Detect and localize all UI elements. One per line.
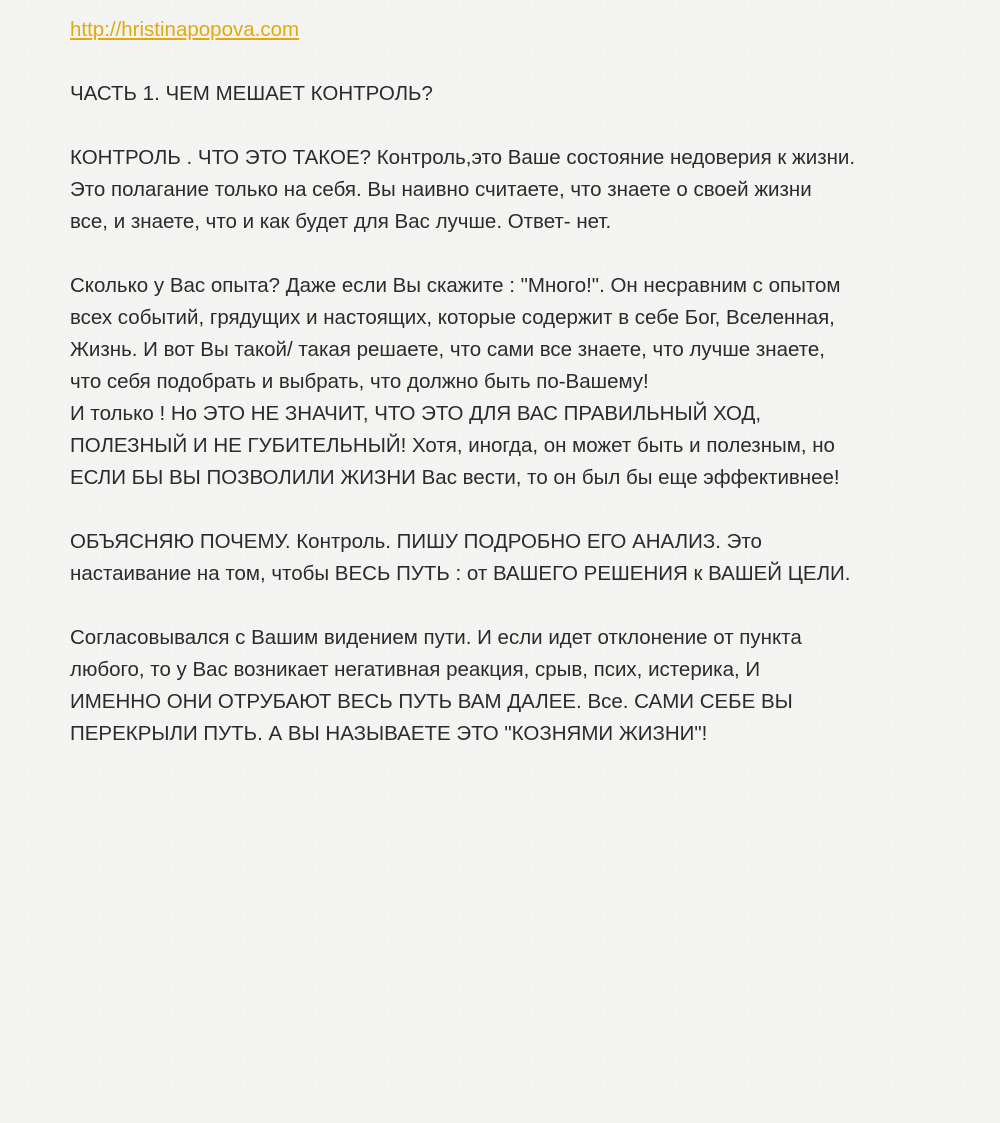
text-line: Сколько у Вас опыта? Даже если Вы скажите : "Много!". Он несравним с опытом (70, 274, 841, 297)
text-line: ИМЕННО ОНИ ОТРУБАЮТ ВЕСЬ ПУТЬ ВАМ ДАЛЕЕ. Все. САМИ СЕБЕ ВЫ (70, 690, 793, 713)
paragraph-conclusion (70, 622, 950, 750)
paragraph-explanation (70, 526, 950, 590)
note-heading: ЧАСТЬ 1. ЧЕМ МЕШАЕТ КОНТРОЛЬ? (70, 82, 433, 105)
text-line: что себя подобрать и выбрать, что должно быть по-Вашему! (70, 370, 649, 393)
text-line: Согласовывался с Вашим видением пути. И если идет отклонение от пункта (70, 626, 802, 649)
text-line: Это полагание только на себя. Вы наивно считаете, что знаете о своей жизни (70, 178, 812, 201)
text-line: ПЕРЕКРЫЛИ ПУТЬ. А ВЫ НАЗЫВАЕТЕ ЭТО "КОЗНЯМИ ЖИЗНИ"! (70, 722, 708, 745)
text-line: ЕСЛИ БЫ ВЫ ПОЗВОЛИЛИ ЖИЗНИ Вас вести, то он был бы еще эффективнее! (70, 466, 840, 489)
note-body[interactable] (70, 14, 950, 750)
text-line: И только ! Но ЭТО НЕ ЗНАЧИТ, ЧТО ЭТО ДЛЯ ВАС ПРАВИЛЬНЫЙ ХОД, (70, 402, 762, 425)
text-line: КОНТРОЛЬ . ЧТО ЭТО ТАКОЕ? Контроль,это Ваше состояние недоверия к жизни. (70, 146, 856, 169)
text-line: ПОЛЕЗНЫЙ И НЕ ГУБИТЕЛЬНЫЙ! Хотя, иногда, он может быть и полезным, но (70, 434, 835, 457)
text-line: ОБЪЯСНЯЮ ПОЧЕМУ. Контроль. ПИШУ ПОДРОБНО ЕГО АНАЛИЗ. Это (70, 530, 762, 553)
paragraph-control-definition (70, 142, 950, 238)
paragraph-experience (70, 270, 950, 494)
blank-line (70, 110, 950, 142)
text-line: настаивание на том, чтобы ВЕСЬ ПУТЬ : от ВАШЕГО РЕШЕНИЯ к ВАШЕЙ ЦЕЛИ. (70, 562, 851, 585)
text-line: Жизнь. И вот Вы такой/ такая решаете, что сами все знаете, что лучше знаете, (70, 338, 825, 361)
text-line: любого, то у Вас возникает негативная реакция, срыв, псих, истерика, И (70, 658, 761, 681)
blank-line (70, 494, 950, 526)
website-link[interactable]: http://hristinapopova.com (70, 18, 300, 41)
blank-line (70, 238, 950, 270)
text-line: все, и знаете, что и как будет для Вас лучше. Ответ- нет. (70, 210, 612, 233)
blank-line (70, 590, 950, 622)
text-line: всех событий, грядущих и настоящих, которые содержит в себе Бог, Вселенная, (70, 306, 835, 329)
link-line (70, 14, 950, 46)
blank-line (70, 46, 950, 78)
